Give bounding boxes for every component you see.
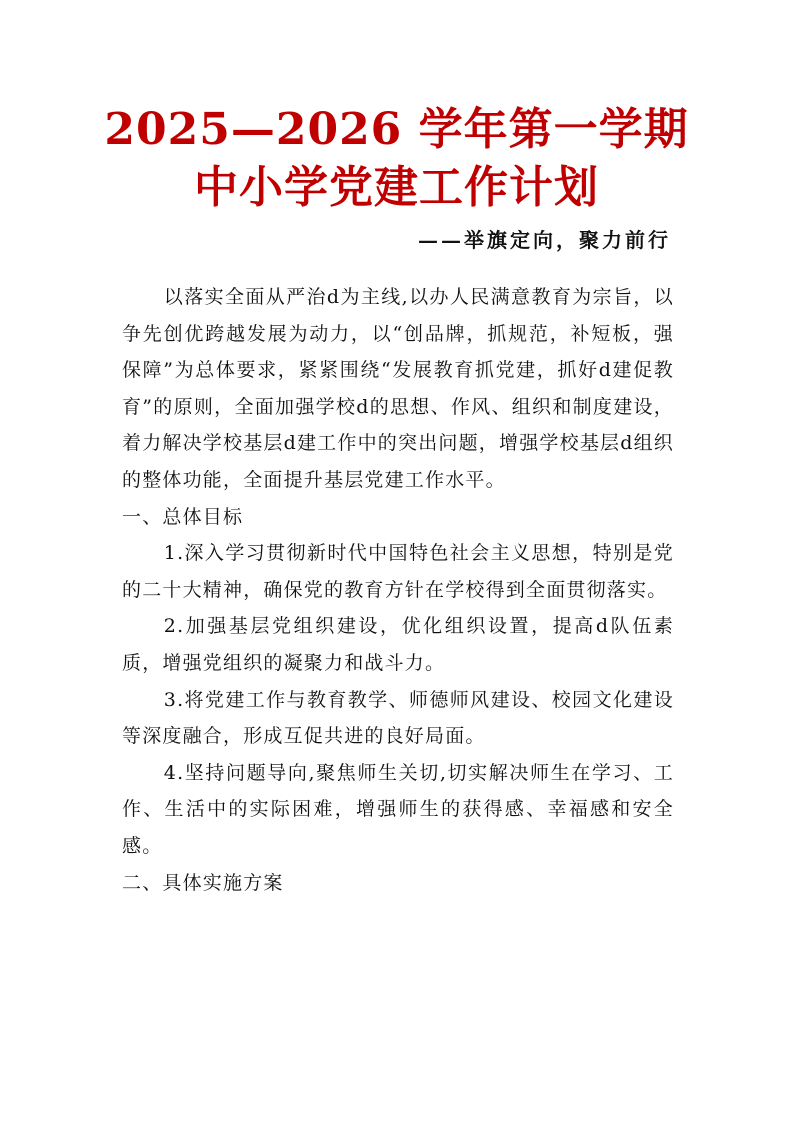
document-body bbox=[122, 279, 674, 901]
goal-item-3: 3.将党建工作与教育教学、师德师风建设、校园文化建设等深度融合，形成互促共进的良好局面。 bbox=[122, 688, 674, 748]
goal-item-4: 4.坚持问题导向,聚焦师生关切,切实解决师生在学习、工作、生活中的实际困难，增强师生的获得感、幸福感和安全感。 bbox=[122, 761, 674, 857]
goal-item-2: 2.加强基层党组织建设，优化组织设置，提高d队伍素质，增强党组织的凝聚力和战斗力。 bbox=[122, 615, 674, 674]
section-heading-goals: 一、总体目标 bbox=[122, 505, 244, 528]
document-title-line-1: 2025—2026 学年第一学期 bbox=[104, 104, 689, 155]
section-heading-implementation: 二、具体实施方案 bbox=[122, 871, 284, 894]
document-subtitle: ——举旗定向，聚力前行 bbox=[418, 228, 671, 252]
intro-paragraph: 以落实全面从严治d为主线,以办人民满意教育为宗旨，以争先创优跨越发展为动力，以“创品牌，抓规范，补短板，强保障”为总体要求，紧紧围绕“发展教育抓党建，抓好d建促教育”的原则，全面加强学校d的思想、作风、组织和制度建设，着力解决学校基层d建工作中的突出问题，增强学校基层d组织的整体功能，全面提升基层党建工作水平。 bbox=[122, 286, 674, 491]
goal-item-1: 1.深入学习贯彻新时代中国特色社会主义思想，特别是党的二十大精神，确保党的教育方针在学校得到全面贯彻落实。 bbox=[122, 542, 674, 601]
document-title-line-2: 中小学党建工作计划 bbox=[194, 162, 599, 213]
